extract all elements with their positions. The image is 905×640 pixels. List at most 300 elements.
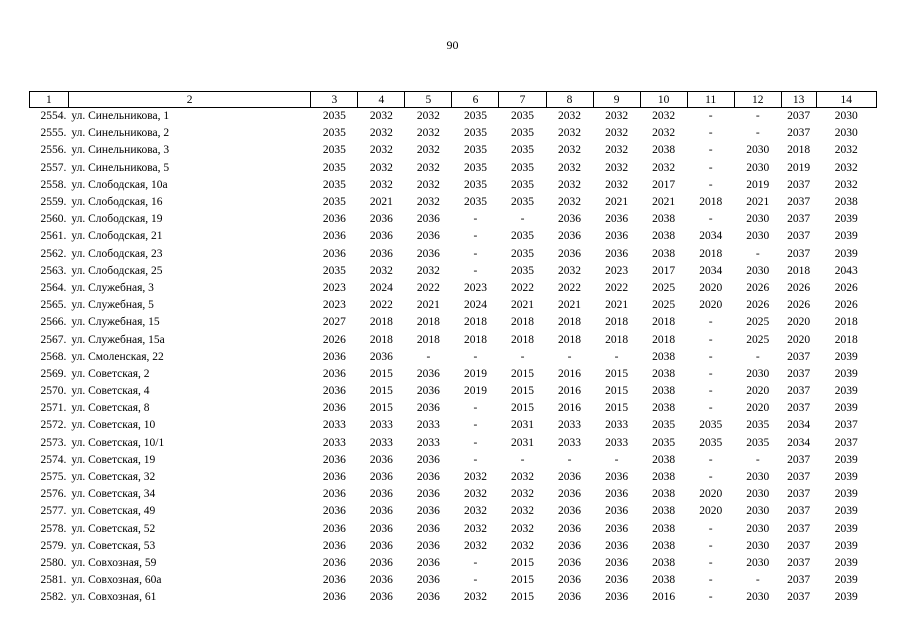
column-header: 2 (68, 92, 310, 108)
year-cell: 2030 (834, 110, 858, 123)
year-cell: 2030 (746, 213, 770, 226)
year-cell: 2036 (558, 230, 582, 243)
year-cell: - (520, 213, 525, 226)
address-cell: ул. Слободская, 21 (71, 230, 163, 243)
year-cell: - (473, 350, 478, 363)
row-number: 2556. (40, 144, 67, 157)
year-cell: 2030 (834, 127, 858, 140)
year-cell: - (755, 574, 760, 587)
year-cell: 2035 (511, 127, 534, 140)
year-cell: 2036 (322, 505, 346, 518)
year-cell: 2032 (605, 110, 629, 123)
year-cell: 2036 (416, 453, 440, 466)
year-cell: 2025 (746, 333, 770, 346)
year-cell: 2021 (558, 299, 582, 312)
year-cell: 2032 (511, 522, 534, 535)
year-cell: 2032 (511, 505, 534, 518)
year-cell: 2036 (605, 591, 629, 604)
year-cell: 2038 (652, 522, 676, 535)
year-cell: 2037 (787, 453, 811, 466)
year-cell: 2037 (787, 110, 811, 123)
year-cell: 2020 (699, 281, 723, 294)
year-cell: 2018 (605, 316, 629, 329)
year-cell: 2032 (558, 196, 582, 209)
year-cell: 2033 (416, 436, 440, 449)
year-cell: 2021 (605, 299, 629, 312)
year-cell: 2018 (463, 333, 487, 346)
year-cell: 2038 (652, 402, 676, 415)
row-number: 2560. (40, 213, 67, 226)
year-cell: 2015 (511, 591, 534, 604)
table-row (30, 331, 877, 348)
row-number: 2568. (40, 350, 67, 363)
year-cell: 2036 (322, 230, 346, 243)
year-cell: 2032 (605, 144, 629, 157)
year-cell: 2037 (787, 178, 811, 191)
column-header: 6 (452, 92, 499, 108)
year-cell: - (614, 453, 619, 466)
year-cell: 2035 (511, 110, 534, 123)
year-cell: 2036 (558, 574, 582, 587)
column-header: 1 (30, 92, 69, 108)
year-cell: 2036 (416, 385, 440, 398)
row-number: 2567. (40, 333, 67, 346)
row-number: 2572. (40, 419, 67, 432)
row-number: 2582. (40, 591, 67, 604)
year-cell: 2030 (746, 522, 770, 535)
row-number: 2570. (40, 385, 67, 398)
table-row (30, 108, 877, 126)
year-cell: 2025 (746, 316, 770, 329)
year-cell: 2037 (787, 230, 811, 243)
year-cell: 2026 (834, 281, 858, 294)
table-row (30, 280, 877, 297)
year-cell: 2032 (416, 264, 440, 277)
year-cell: 2037 (787, 247, 811, 260)
year-cell: 2036 (416, 247, 440, 260)
year-cell: - (614, 350, 619, 363)
year-cell: 2035 (511, 247, 534, 260)
year-cell: 2038 (652, 488, 676, 501)
year-cell: 2016 (558, 385, 582, 398)
year-cell: - (755, 127, 760, 140)
table-row (30, 194, 877, 211)
year-cell: 2032 (369, 127, 393, 140)
year-cell: 2036 (322, 574, 346, 587)
row-number: 2554. (40, 110, 67, 123)
year-cell: 2019 (463, 385, 487, 398)
year-cell: 2038 (652, 574, 676, 587)
address-cell: ул. Слободская, 10а (71, 178, 168, 191)
address-cell: ул. Служебная, 15 (71, 316, 160, 329)
year-cell: 2015 (369, 367, 393, 380)
address-cell: ул. Совхозная, 61 (71, 591, 157, 604)
address-cell: ул. Служебная, 5 (71, 299, 154, 312)
column-header: 14 (816, 92, 876, 108)
year-cell: 2036 (416, 402, 440, 415)
year-cell: 2018 (558, 333, 582, 346)
row-number: 2581. (40, 574, 67, 587)
year-cell: 2026 (787, 281, 811, 294)
row-number: 2575. (40, 471, 67, 484)
year-cell: 2035 (322, 161, 346, 174)
year-cell: - (567, 350, 572, 363)
year-cell: 2033 (558, 419, 582, 432)
column-header: 13 (781, 92, 816, 108)
year-cell: 2036 (322, 385, 346, 398)
year-cell: 2039 (834, 402, 858, 415)
row-number: 2573. (40, 436, 67, 449)
row-number: 2555. (40, 127, 67, 140)
year-cell: - (708, 402, 713, 415)
year-cell: - (473, 574, 478, 587)
year-cell: - (473, 264, 478, 277)
row-number: 2576. (40, 488, 67, 501)
year-cell: 2036 (416, 556, 440, 569)
year-cell: 2039 (834, 556, 858, 569)
year-cell: 2032 (369, 161, 393, 174)
year-cell: 2023 (463, 281, 487, 294)
year-cell: 2036 (322, 402, 346, 415)
year-cell: 2036 (558, 247, 582, 260)
table-row (30, 211, 877, 228)
year-cell: 2037 (787, 213, 811, 226)
table-header (30, 92, 877, 108)
address-cell: ул. Советская, 34 (71, 488, 156, 501)
row-number: 2574. (40, 453, 67, 466)
year-cell: 2038 (652, 539, 676, 552)
year-cell: 2035 (511, 178, 534, 191)
year-cell: 2037 (834, 436, 858, 449)
year-cell: - (708, 591, 713, 604)
address-cell: ул. Слободская, 16 (71, 196, 163, 209)
year-cell: 2032 (834, 178, 858, 191)
year-cell: 2032 (511, 488, 534, 501)
year-cell: 2038 (652, 144, 676, 157)
year-cell: - (567, 453, 572, 466)
year-cell: 2036 (558, 591, 582, 604)
year-cell: - (708, 161, 713, 174)
row-number: 2561. (40, 230, 67, 243)
year-cell: 2036 (369, 213, 393, 226)
year-cell: 2036 (416, 522, 440, 535)
year-cell: 2025 (652, 299, 676, 312)
year-cell: - (708, 144, 713, 157)
column-header: 11 (687, 92, 734, 108)
column-header: 8 (546, 92, 593, 108)
year-cell: 2036 (416, 230, 440, 243)
year-cell: 2022 (558, 281, 582, 294)
year-cell: 2039 (834, 230, 858, 243)
year-cell: 2035 (322, 178, 346, 191)
year-cell: 2015 (511, 367, 534, 380)
year-cell: 2036 (605, 488, 629, 501)
year-cell: 2035 (463, 127, 487, 140)
year-cell: 2036 (322, 539, 346, 552)
year-cell: 2037 (787, 402, 811, 415)
address-cell: ул. Советская, 8 (71, 402, 150, 415)
year-cell: 2018 (511, 316, 534, 329)
table-row (30, 400, 877, 417)
year-cell: 2037 (834, 419, 858, 432)
table-row (30, 572, 877, 589)
year-cell: 2037 (787, 350, 811, 363)
year-cell: 2018 (652, 333, 676, 346)
year-cell: 2032 (463, 505, 487, 518)
table-row (30, 366, 877, 383)
year-cell: 2036 (416, 471, 440, 484)
year-cell: 2032 (416, 196, 440, 209)
address-cell: ул. Советская, 19 (71, 453, 156, 466)
year-cell: 2036 (416, 539, 440, 552)
table-row (30, 383, 877, 400)
address-cell: ул. Слободская, 19 (71, 213, 163, 226)
address-cell: ул. Советская, 53 (71, 539, 156, 552)
year-cell: 2038 (652, 367, 676, 380)
year-cell: 2035 (322, 110, 346, 123)
year-cell: - (708, 574, 713, 587)
year-cell: 2030 (746, 161, 770, 174)
address-cell: ул. Советская, 4 (71, 385, 150, 398)
year-cell: 2023 (322, 281, 346, 294)
row-number: 2577. (40, 505, 67, 518)
table-row (30, 263, 877, 280)
year-cell: 2025 (652, 281, 676, 294)
year-cell: 2039 (834, 367, 858, 380)
row-number: 2559. (40, 196, 67, 209)
year-cell: 2021 (416, 299, 440, 312)
year-cell: 2016 (652, 591, 676, 604)
year-cell: - (708, 110, 713, 123)
year-cell: 2036 (605, 230, 629, 243)
year-cell: 2015 (605, 367, 629, 380)
year-cell: 2036 (558, 522, 582, 535)
year-cell: 2023 (605, 264, 629, 277)
year-cell: 2038 (652, 213, 676, 226)
year-cell: 2036 (369, 247, 393, 260)
year-cell: 2015 (511, 556, 534, 569)
year-cell: 2036 (322, 213, 346, 226)
year-cell: - (708, 471, 713, 484)
year-cell: 2022 (511, 281, 534, 294)
year-cell: 2039 (834, 539, 858, 552)
year-cell: 2036 (369, 471, 393, 484)
year-cell: 2018 (652, 316, 676, 329)
year-cell: 2036 (605, 247, 629, 260)
year-cell: 2032 (463, 488, 487, 501)
year-cell: - (473, 230, 478, 243)
year-cell: 2035 (652, 419, 676, 432)
row-number: 2564. (40, 281, 67, 294)
year-cell: 2035 (322, 264, 346, 277)
address-cell: ул. Слободская, 23 (71, 247, 163, 260)
table-row (30, 435, 877, 452)
row-number: 2557. (40, 161, 67, 174)
year-cell: 2015 (605, 385, 629, 398)
year-cell: 2020 (699, 488, 723, 501)
year-cell: 2030 (746, 367, 770, 380)
year-cell: 2018 (511, 333, 534, 346)
year-cell: 2030 (746, 264, 770, 277)
table-body (30, 108, 877, 607)
year-cell: 2036 (322, 247, 346, 260)
year-cell: 2017 (652, 264, 676, 277)
row-number: 2580. (40, 556, 67, 569)
year-cell: 2032 (558, 144, 582, 157)
table-row (30, 417, 877, 434)
column-header: 7 (499, 92, 546, 108)
table-row (30, 538, 877, 555)
year-cell: - (755, 110, 760, 123)
year-cell: 2039 (834, 350, 858, 363)
row-number: 2578. (40, 522, 67, 535)
table-row (30, 486, 877, 503)
year-cell: 2032 (369, 144, 393, 157)
year-cell: 2032 (416, 161, 440, 174)
year-cell: 2037 (787, 539, 811, 552)
year-cell: 2033 (322, 436, 346, 449)
year-cell: 2018 (699, 196, 723, 209)
year-cell: 2032 (416, 127, 440, 140)
year-cell: 2022 (605, 281, 629, 294)
year-cell: 2036 (322, 556, 346, 569)
year-cell: 2036 (322, 591, 346, 604)
year-cell: 2037 (787, 556, 811, 569)
year-cell: 2036 (369, 574, 393, 587)
year-cell: 2036 (558, 471, 582, 484)
year-cell: 2036 (558, 488, 582, 501)
year-cell: 2038 (652, 556, 676, 569)
year-cell: 2038 (652, 453, 676, 466)
year-cell: 2032 (834, 144, 858, 157)
year-cell: 2036 (369, 230, 393, 243)
column-header: 5 (405, 92, 452, 108)
year-cell: - (755, 453, 760, 466)
year-cell: 2026 (746, 299, 770, 312)
year-cell: 2036 (605, 213, 629, 226)
year-cell: 2030 (746, 591, 770, 604)
year-cell: 2016 (558, 367, 582, 380)
year-cell: 2035 (652, 436, 676, 449)
row-number: 2566. (40, 316, 67, 329)
year-cell: 2036 (369, 453, 393, 466)
year-cell: 2036 (369, 556, 393, 569)
year-cell: 2039 (834, 385, 858, 398)
year-cell: 2015 (369, 402, 393, 415)
year-cell: 2030 (746, 539, 770, 552)
year-cell: 2036 (605, 539, 629, 552)
year-cell: - (708, 178, 713, 191)
year-cell: - (473, 402, 478, 415)
year-cell: 2030 (746, 488, 770, 501)
table-row (30, 521, 877, 538)
year-cell: 2035 (746, 436, 770, 449)
year-cell: 2032 (558, 127, 582, 140)
year-cell: 2036 (369, 591, 393, 604)
year-cell: 2036 (416, 488, 440, 501)
year-cell: 2020 (699, 299, 723, 312)
address-cell: ул. Синельникова, 5 (71, 161, 170, 174)
year-cell: 2018 (369, 316, 393, 329)
year-cell: 2030 (746, 471, 770, 484)
year-cell: 2037 (787, 574, 811, 587)
year-cell: - (708, 213, 713, 226)
year-cell: 2033 (322, 419, 346, 432)
table-row (30, 589, 877, 606)
year-cell: - (520, 453, 525, 466)
year-cell: 2038 (652, 230, 676, 243)
year-cell: 2036 (558, 213, 582, 226)
year-cell: 2036 (605, 556, 629, 569)
year-cell: 2038 (652, 247, 676, 260)
table-row (30, 228, 877, 245)
year-cell: 2022 (416, 281, 440, 294)
year-cell: 2037 (787, 505, 811, 518)
year-cell: 2032 (463, 522, 487, 535)
year-cell: 2032 (416, 144, 440, 157)
row-number: 2563. (40, 264, 67, 277)
row-number: 2562. (40, 247, 67, 260)
year-cell: 2036 (416, 367, 440, 380)
year-cell: 2030 (746, 556, 770, 569)
year-cell: 2035 (699, 436, 723, 449)
year-cell: - (520, 350, 525, 363)
year-cell: 2018 (558, 316, 582, 329)
year-cell: 2018 (605, 333, 629, 346)
row-number: 2565. (40, 299, 67, 312)
year-cell: 2035 (463, 178, 487, 191)
year-cell: 2018 (463, 316, 487, 329)
year-cell: 2034 (699, 230, 723, 243)
row-number: 2571. (40, 402, 67, 415)
year-cell: 2032 (558, 264, 582, 277)
year-cell: 2033 (605, 419, 629, 432)
year-cell: 2022 (369, 299, 393, 312)
year-cell: 2036 (322, 522, 346, 535)
year-cell: 2036 (322, 453, 346, 466)
year-cell: 2032 (416, 110, 440, 123)
year-cell: 2024 (463, 299, 487, 312)
year-cell: 2033 (416, 419, 440, 432)
year-cell: 2018 (369, 333, 393, 346)
address-cell: ул. Советская, 32 (71, 471, 156, 484)
year-cell: 2033 (605, 436, 629, 449)
year-cell: 2032 (369, 110, 393, 123)
year-cell: 2030 (746, 230, 770, 243)
year-cell: 2039 (834, 488, 858, 501)
year-cell: 2018 (834, 333, 858, 346)
year-cell: 2020 (699, 505, 723, 518)
year-cell: 2032 (652, 127, 676, 140)
year-cell: 2036 (605, 471, 629, 484)
address-cell: ул. Совхозная, 59 (71, 556, 157, 569)
year-cell: 2021 (746, 196, 770, 209)
year-cell: 2019 (463, 367, 487, 380)
year-cell: 2017 (652, 178, 676, 191)
year-cell: 2035 (511, 196, 534, 209)
year-cell: 2037 (787, 488, 811, 501)
year-cell: 2035 (463, 144, 487, 157)
year-cell: - (708, 350, 713, 363)
year-cell: 2036 (558, 556, 582, 569)
row-number: 2569. (40, 367, 67, 380)
year-cell: - (708, 333, 713, 346)
year-cell: 2037 (787, 522, 811, 535)
year-cell: 2038 (834, 196, 858, 209)
year-cell: - (755, 350, 760, 363)
year-cell: 2018 (787, 264, 811, 277)
year-cell: 2038 (652, 385, 676, 398)
